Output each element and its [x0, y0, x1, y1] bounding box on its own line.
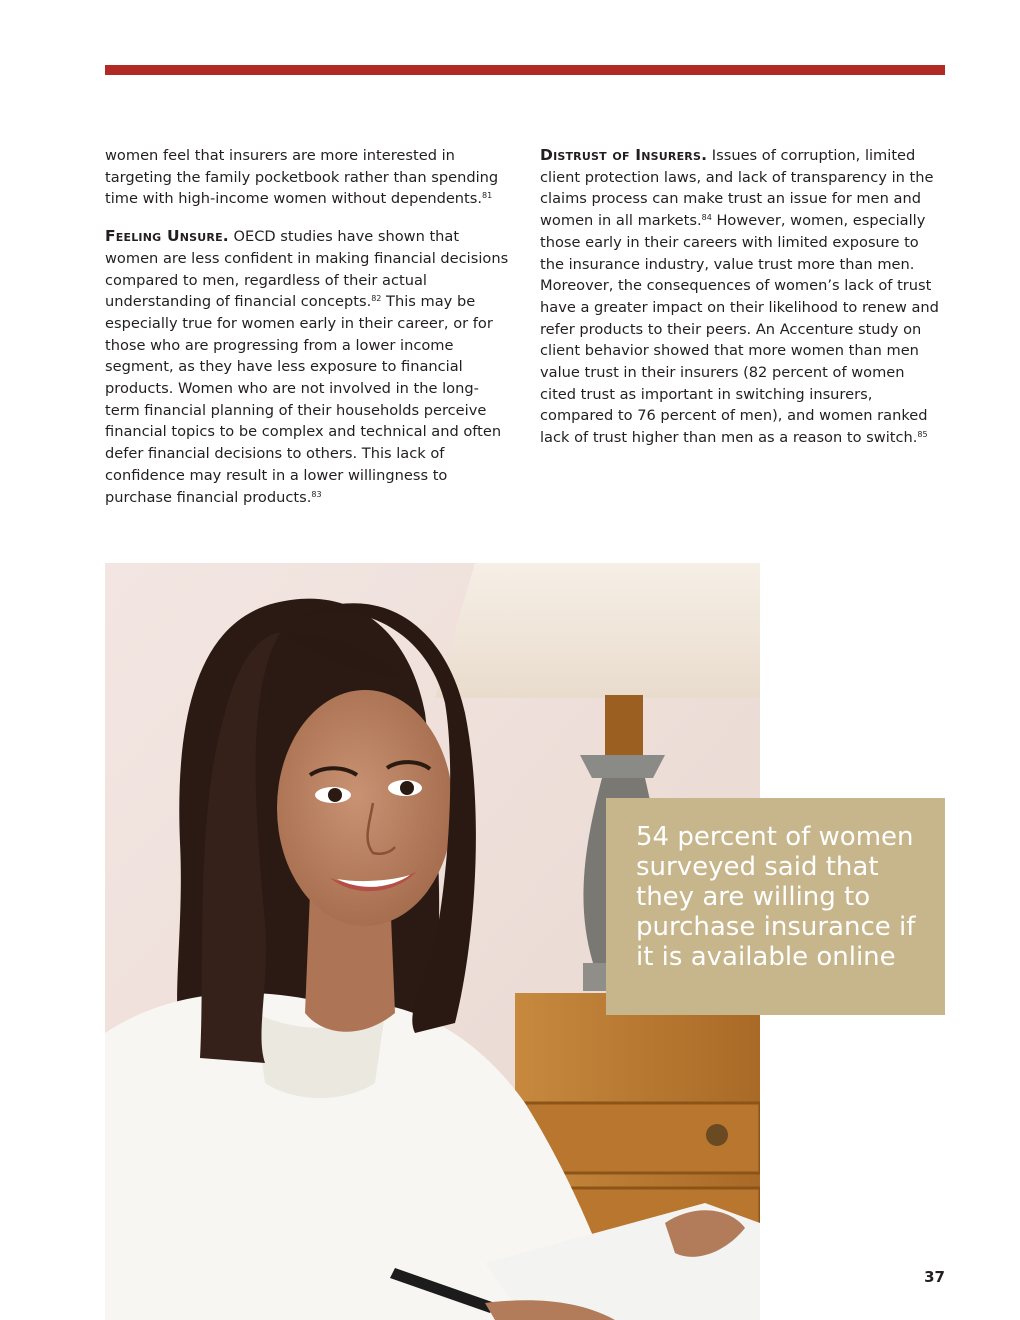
- footnote-ref: 82: [371, 294, 382, 304]
- section-lead-distrust: Distrust of Insurers.: [540, 146, 708, 164]
- header-accent-bar: [105, 65, 945, 75]
- paragraph-dependents: women feel that insurers are more interested in targeting the family pocketbook rather than spending time with high-income women without dependents.$^{81}$: [105, 147, 499, 208]
- stat-callout-box: [606, 798, 945, 1015]
- section-lead-feeling-unsure: Feeling Unsure.: [105, 227, 229, 246]
- paragraph-distrust-of-insurers: Distrust of Insurers. Issues of corruption, limited client protection laws, and lack of transparency in the claims process can make trust an issue for men and women in all markets.$^{84}$ However, women, especially those early in their careers with limited exposure to the insurance industry, value trust more than men. Moreover, the consequences of women’s lack of trust have a greater impact on their likelihood to renew and refer products to their peers. An Accenture study on client behavior showed that more women than men value trust in their insurers (82 percent of women cited trust as important in switching insurers, compared to 76 percent of men), and women ranked lack of trust higher than men as a reason to switch.$^{85}$: [540, 146, 939, 447]
- footnote-ref: 83: [311, 489, 322, 499]
- paragraph-feeling-unsure: Feeling Unsure. OECD studies have shown that women are less confident in making financial decisions compared to men, regardless of their actual understanding of financial concepts.$^{82}$ This may be especially true for women early in their career, or for those who are progressing from a lower income segment, as they have less exposure to financial products. Women who are not involved in the long-term financial planning of their households perceive financial topics to be complex and technical and often defer financial decisions to others. This lack of confidence may result in a lower willingness to purchase financial products.$^{83}$: [105, 227, 509, 506]
- footnote-ref: 81: [482, 191, 493, 201]
- footnote-ref: 85: [917, 430, 928, 440]
- callout-text: 54 percent of women surveyed said that they are willing to purchase insurance if it is available online: [636, 822, 916, 972]
- page-number: 37: [924, 1268, 945, 1286]
- footnote-ref: 84: [701, 213, 712, 223]
- left-column: [105, 145, 510, 524]
- right-column: [540, 145, 945, 465]
